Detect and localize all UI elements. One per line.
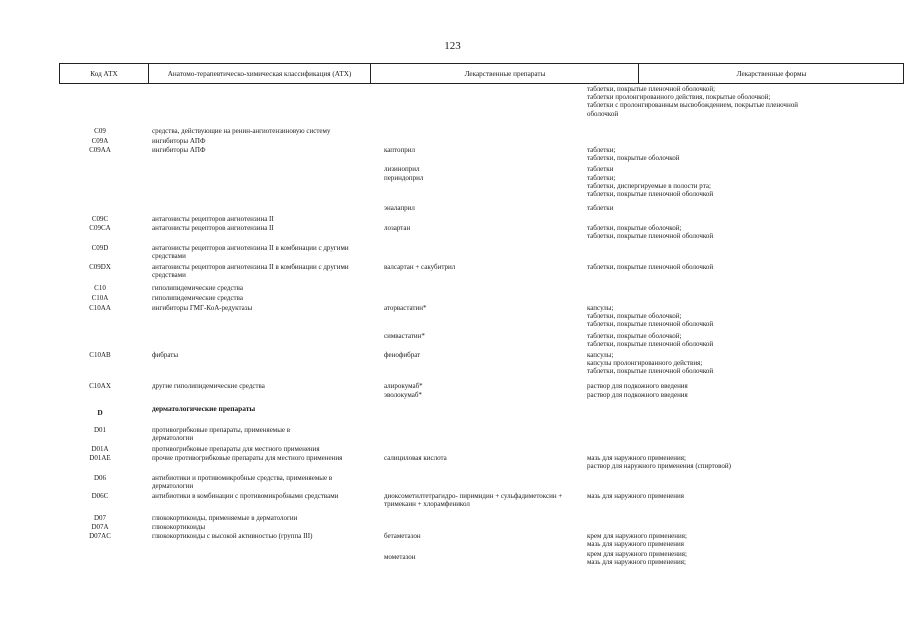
forms-cell — [587, 332, 827, 348]
drug-name: симвастатин* — [384, 332, 425, 340]
form-line: таблетки; — [587, 146, 616, 154]
form-line: мазь для наружного применения; — [587, 558, 686, 567]
forms-cell — [587, 304, 827, 329]
form-line: раствор для наружного применения (спиртовой) — [587, 462, 731, 471]
drug-name: салициловая кислота — [384, 454, 447, 462]
form-line: таблетки — [587, 165, 614, 173]
atc-code: C10AX — [89, 382, 111, 390]
form-line: таблетки, покрытые оболочкой; — [587, 332, 682, 340]
atc-code: D07AC — [89, 532, 111, 540]
drug-name: лозартан — [384, 224, 411, 232]
forms-cell — [587, 85, 827, 118]
form-line: таблетки, покрытые пленочной оболочкой; — [587, 85, 716, 93]
atc-code: C10AB — [89, 351, 111, 359]
forms-cell — [587, 492, 827, 500]
form-line: капсулы пролонгированного действия; — [587, 359, 703, 368]
atc-class: противогрибковые препараты для местного применения — [152, 445, 320, 453]
drug-name: бетаметазон — [384, 532, 421, 540]
form-line: таблетки, покрытые оболочкой; — [587, 312, 682, 321]
atc-class: глюкокортикоиды — [152, 523, 206, 531]
forms-cell — [587, 532, 827, 548]
forms-cell — [587, 391, 827, 399]
form-line: раствор для подкожного введения — [587, 391, 688, 399]
form-line: таблетки, покрытые пленочной оболочкой — [587, 367, 714, 376]
atc-code: D — [97, 408, 103, 417]
atc-code: C10AA — [89, 304, 111, 312]
drug-name: диоксометилтетрагидро- пиримидин + сульфадиметоксин + тримекаин + хлорамфеникол — [384, 492, 563, 509]
atc-code: D01 — [93, 426, 107, 434]
form-line: таблетки, покрытые пленочной оболочкой — [587, 263, 714, 271]
atc-class: глюкокортикоиды с высокой активностью (группа III) — [152, 532, 313, 540]
atc-code: C09DX — [89, 263, 111, 271]
atc-class: прочие противогрибковые препараты для местного применения — [152, 454, 343, 462]
atc-class: антибиотики в комбинации с противомикробными средствами — [152, 492, 339, 500]
atc-class: фибраты — [152, 351, 179, 359]
form-line: мазь для наружного применения; — [587, 454, 686, 462]
atc-code: D01AE — [89, 454, 111, 462]
atc-class: глюкокортикоиды, применяемые в дерматологии — [152, 514, 298, 522]
atc-class: антибиотики и противомикробные средства, применяемые в дерматологии — [152, 474, 333, 491]
page-number: 123 — [444, 40, 461, 52]
drug-name: периндоприл — [384, 174, 424, 182]
drug-name: эналаприл — [384, 204, 415, 212]
form-line: таблетки, покрытые оболочкой — [587, 154, 680, 163]
form-line: капсулы; — [587, 351, 614, 359]
form-line: крем для наружного применения; — [587, 550, 687, 558]
drug-name: каптоприл — [384, 146, 416, 154]
drug-name: эволокумаб* — [384, 391, 422, 399]
atc-class: антагонисты рецепторов ангиотензина II в комбинации с другими средствами — [152, 263, 349, 280]
drug-name: мометазон — [384, 553, 416, 561]
form-line: раствор для подкожного введения — [587, 382, 688, 390]
atc-class: другие гиполипидемические средства — [152, 382, 265, 390]
form-line: таблетки, покрытые пленочной оболочкой — [587, 320, 714, 329]
atc-code: C10 — [94, 284, 106, 292]
form-line: оболочкой — [587, 109, 619, 118]
form-line: таблетки, покрытые пленочной оболочкой — [587, 190, 714, 199]
form-line: таблетки с пролонгированным высвобождением, покрытые пленочной — [587, 101, 798, 110]
form-line: таблетки, покрытые оболочкой; — [587, 224, 682, 232]
forms-cell — [587, 454, 827, 470]
atc-class: антагонисты рецепторов ангиотензина II — [152, 224, 274, 232]
forms-cell — [587, 165, 827, 173]
atc-code: C09A — [91, 137, 109, 145]
atc-class: ингибиторы АПФ — [152, 146, 206, 154]
forms-cell — [587, 550, 827, 566]
forms-cell — [587, 382, 827, 390]
atc-code: C10A — [91, 294, 109, 302]
form-line: таблетки, покрытые пленочной оболочкой — [587, 340, 714, 349]
form-line: крем для наружного применения; — [587, 532, 687, 540]
header-drugs: Лекарственные препараты — [370, 64, 639, 83]
atc-class: ингибиторы ГМГ-КоА-редуктазы — [152, 304, 253, 312]
forms-cell — [587, 263, 827, 271]
form-line: капсулы; — [587, 304, 614, 312]
header-classification: Анатомо-терапевтическо-химическая классификация (АТХ) — [148, 64, 370, 83]
forms-cell — [587, 351, 827, 376]
atc-class: средства, действующие на ренин-ангиотензиновую систему — [152, 127, 331, 135]
form-line: таблетки; — [587, 174, 616, 182]
form-line: таблетки, покрытые пленочной оболочкой — [587, 232, 714, 241]
forms-cell — [587, 224, 827, 240]
atc-code: C09D — [91, 244, 109, 252]
forms-cell — [587, 204, 827, 212]
atc-code: D01A — [91, 445, 109, 453]
drug-name: алирокумаб* — [384, 382, 423, 390]
atc-code: D06 — [93, 474, 107, 482]
form-line: мазь для наружного применения — [587, 492, 685, 500]
atc-class: гиполипидемические средства — [152, 294, 243, 302]
atc-class: дерматологические препараты — [152, 404, 256, 413]
atc-class: противогрибковые препараты, применяемые в дерматологии — [152, 426, 291, 443]
atc-code: C09 — [94, 127, 106, 135]
forms-cell — [587, 146, 827, 162]
atc-code: D07 — [93, 514, 107, 522]
drug-name: валсартан + сакубитрил — [384, 263, 456, 271]
atc-code: D07A — [91, 523, 109, 531]
form-line: таблетки, диспергируемые в полости рта; — [587, 182, 711, 191]
form-line: таблетки пролонгированного действия, покрытые оболочкой; — [587, 93, 771, 102]
atc-code: C09C — [91, 215, 109, 223]
drug-name: лизиноприл — [384, 165, 420, 173]
forms-cell — [587, 174, 827, 199]
form-line: таблетки — [587, 204, 614, 212]
header-forms: Лекарственные формы — [638, 64, 904, 83]
atc-code: D06C — [91, 492, 109, 500]
atc-class: антагонисты рецепторов ангиотензина II — [152, 215, 274, 223]
header-code: Код АТХ — [90, 69, 118, 78]
table-header — [59, 63, 904, 84]
atc-class: гиполипидемические средства — [152, 284, 243, 292]
drug-name: аторвастатин* — [384, 304, 427, 312]
atc-code: C09CA — [89, 224, 111, 232]
form-line: мазь для наружного применения — [587, 540, 685, 549]
atc-class: антагонисты рецепторов ангиотензина II в комбинации с другими средствами — [152, 244, 349, 261]
atc-code: C09AA — [89, 146, 111, 154]
drug-name: фенофибрат — [384, 351, 421, 359]
atc-class: ингибиторы АПФ — [152, 137, 206, 145]
